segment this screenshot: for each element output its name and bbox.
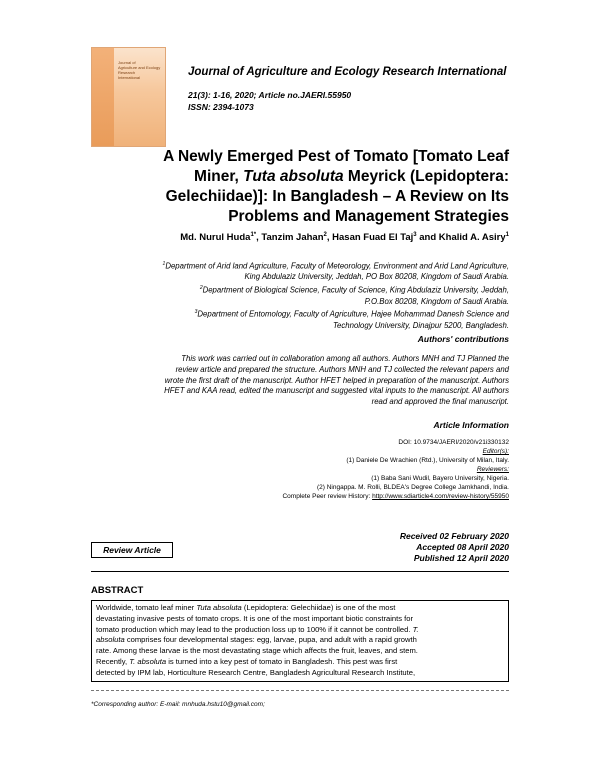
received-date: Received 02 February 2020: [399, 531, 509, 541]
cover-line: Journal of: [118, 60, 136, 65]
abstract-heading: ABSTRACT: [91, 585, 144, 596]
divider: [91, 571, 509, 572]
cover-line: International: [118, 75, 141, 80]
cover-text: [118, 60, 162, 80]
cover-line: Research: [118, 70, 136, 75]
contributions-line: review article and prepared the structure. Authors MNH and TJ collected the relevant papers and: [175, 364, 509, 374]
author-name: Md. Nurul Huda: [180, 232, 251, 244]
paper-title: [109, 147, 509, 227]
title-line: Problems and Management Strategies: [228, 208, 509, 225]
review-history-link[interactable]: http://www.sdiarticle4.com/review-history/55950: [372, 493, 509, 500]
abstract-line: Worldwide, tomato leaf miner Tuta absoluta (Lepidoptera: Gelechiidae) is one of the most: [96, 603, 396, 612]
contributions-line: HFET and KAA read, edited the manuscript and suggested vital inputs to the manuscript. All authors: [164, 386, 509, 396]
article-info-heading: Article Information: [433, 420, 509, 430]
affiliations: [79, 259, 509, 332]
abstract-box: [91, 600, 509, 682]
abstract-line: devastating invasive pests of tomato crops. It is one of the most important biotic constraints for: [96, 613, 413, 623]
contributions-line: This work was carried out in collaboration among all authors. Authors MNH and TJ Planned the: [181, 354, 509, 363]
affiliation-line: P.O.Box 80208, Kingdom of Saudi Arabia.: [364, 296, 509, 306]
issue-info: 21(3): 1-16, 2020; Article no.JAERI.55950: [188, 90, 352, 100]
cover-line: Agriculture and Ecology: [118, 65, 161, 70]
abstract-line: tomato production which may lead to the production loss up to 100% if it cannot be controlled. T.: [96, 624, 419, 634]
author-name: Tanzim Jahan: [261, 232, 324, 244]
author-name: Khalid A. Asiry: [438, 232, 506, 244]
title-line: A Newly Emerged Pest of Tomato [Tomato Leaf: [163, 148, 509, 165]
reviewers-label: Reviewers:: [476, 466, 509, 473]
corresponding-author-footnote: *Corresponding author: E-mail: mnhuda.hstu10@gmail.com;: [91, 701, 265, 708]
title-line: Gelechiidae)]: In Bangladesh – A Review on Its: [165, 188, 509, 205]
journal-name: Journal of Agriculture and Ecology Research International: [188, 66, 507, 78]
title-line: Miner, Tuta absoluta Meyrick (Lepidoptera:: [194, 168, 509, 185]
contributions-line: read and approved the final manuscript.: [371, 397, 509, 407]
published-date: Published 12 April 2020: [413, 553, 509, 563]
journal-cover-image: [91, 47, 166, 147]
cover-stripe: [92, 48, 114, 146]
editors-label: Editor(s):: [482, 448, 509, 455]
abstract-line: rate. Among these larvae is the most devastating stage which affects the fruit, leaves, and stem.: [96, 646, 418, 656]
doi: DOI: 10.9734/JAERI/2020/v21i330132: [398, 439, 509, 446]
abstract-line: detected by IPM lab, Horticulture Research Centre, Bangladesh Agricultural Research Institute,: [96, 667, 416, 677]
abstract-line: Recently, T. absoluta is turned into a key pest of tomato in Bangladesh. This pest was first: [96, 656, 398, 666]
review-history: Complete Peer review History: http://www.sdiarticle4.com/review-history/55950: [282, 493, 509, 500]
footnote-divider: [91, 690, 509, 691]
contributions-text: [89, 354, 509, 408]
editor-entry: (1) Daniele De Wrachien (Rtd.), University of Milan, Italy.: [346, 457, 509, 464]
article-type-badge: Review Article: [91, 542, 173, 558]
affiliation-line: King Abdulaziz University, Jeddah, PO Box 80208, Kingdom of Saudi Arabia.: [244, 272, 509, 282]
author-name: Hasan Fuad El Taj: [332, 232, 414, 244]
article-info: [89, 438, 509, 501]
accepted-date: Accepted 08 April 2020: [416, 542, 509, 552]
contributions-heading: Authors' contributions: [417, 334, 509, 344]
affiliation-line: $^2$Department of Biological Science, Faculty of Science, King Abdulaziz University, Jeddah,: [199, 285, 509, 295]
affiliation-line: $^3$Department of Entomology, Faculty of Agriculture, Hajee Mohammad Danesh Science and: [194, 309, 509, 319]
reviewer-entry: (1) Baba Sani Wudil, Bayero University, Nigeria.: [371, 475, 509, 482]
abstract-line: absoluta comprises four developmental stages: egg, larvae, pupa, and adult with a rapid growth: [96, 635, 417, 645]
publication-dates: [400, 531, 509, 564]
affiliation-line: Technology University, Dinajpur 5200, Bangladesh.: [333, 320, 509, 330]
author-list: Md. Nurul Huda$^{1*}$, Tanzim Jahan$^2$, Hasan Fuad El Taj$^3$ and Khalid A. Asiry$^1$: [180, 232, 509, 244]
issn: ISSN: 2394-1073: [188, 102, 254, 112]
affiliation-line: $^1$Department of Arid land Agriculture, Faculty of Meteorology, Environment and Arid Land Agriculture,: [162, 261, 509, 271]
contributions-line: wrote the first draft of the manuscript. Author HFET helped in preparation of the manuscript. Authors: [164, 375, 509, 385]
reviewer-entry: (2) Ningappa. M. Rolli, BLDEA's Degree College Jamkhandi, India.: [316, 484, 509, 491]
